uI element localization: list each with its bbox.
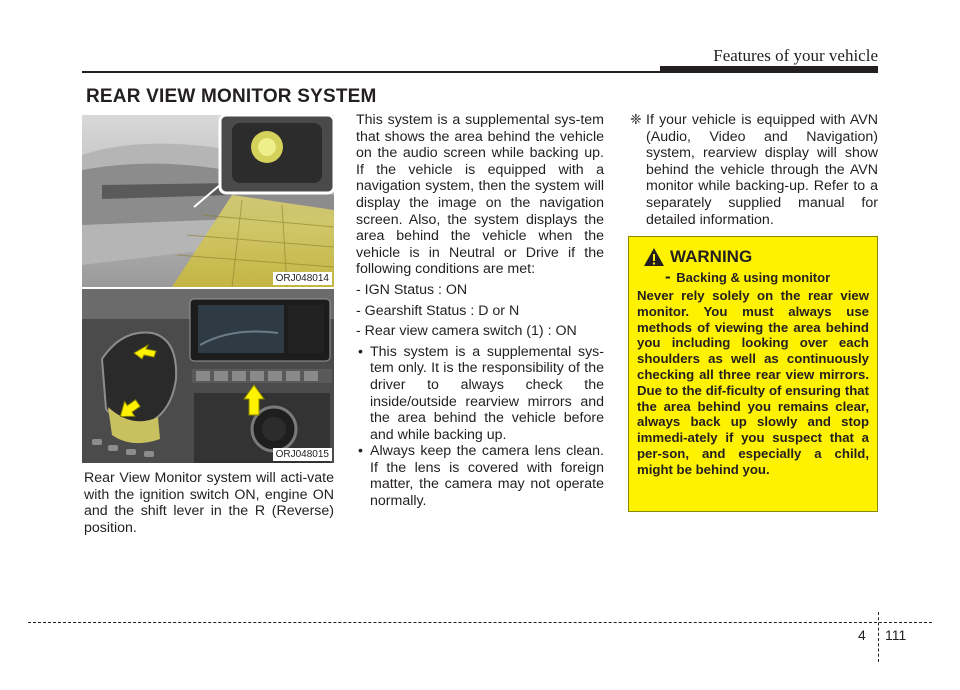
- system-description-column: [356, 112, 604, 510]
- page-number: 111: [885, 627, 907, 643]
- chapter-number: 4: [858, 627, 866, 643]
- figure-label: ORJ048014: [273, 272, 332, 285]
- warning-header: [643, 247, 752, 267]
- figure-label: ORJ048015: [273, 448, 332, 461]
- header-title: Features of your vehicle: [713, 46, 878, 65]
- condition-gearshift: - Gearshift Status : D or N: [356, 302, 520, 319]
- figure-console: [82, 289, 334, 463]
- header-bar: [660, 66, 878, 73]
- avn-note: [630, 112, 878, 228]
- condition-camera-switch: - Rear view camera switch (1) : ON: [356, 323, 577, 340]
- bullet-supplemental: • This system is a supplemental sys-tem only. It is the responsibility of the driver to always check the inside/outside rearview mirrors and the area behind the vehicle before and while backing up.: [356, 344, 604, 444]
- warning-subtitle: [665, 267, 830, 287]
- console-illustration: [82, 289, 334, 463]
- warning-body: Never rely solely on the rear view monitor. You must always use methods of viewing the area behind you including looking over each shoulders as well as continuously checking all three rear view mirrors. Due to the dif-ficulty of ensuring that the area behind you remains clear, always back up slowly and stop immedi-ately if you suspect that a per-son, and especially a child, might be behind you.: [637, 288, 869, 477]
- warning-box: [628, 236, 878, 512]
- section-title: REAR VIEW MONITOR SYSTEM: [86, 86, 377, 107]
- bullet-list: [356, 344, 604, 510]
- note-block: [630, 112, 878, 228]
- warning-subtitle-text: Backing & using monitor: [676, 270, 831, 285]
- bullet-camera-lens: • Always keep the camera lens clean. If the lens is covered with foreign matter, the camera may not operate normally.: [356, 443, 604, 509]
- activation-paragraph: Rear View Monitor system will acti-vate with the ignition switch ON, engine ON and the shift lever in the R (Reverse) position.: [84, 470, 334, 536]
- warning-title: WARNING: [670, 247, 753, 266]
- note-mark: ❈: [630, 112, 642, 128]
- rear-camera-illustration: [82, 115, 334, 287]
- note-text: If your vehicle is equipped with AVN (Audio, Video and Navigation) system, rearview display will show behind the vehicle through the AVN monitor while backing-up. Refer to a separately supplied manual for detailed information.: [646, 112, 878, 228]
- figure-rear-camera: [82, 115, 334, 287]
- condition-ign: - IGN Status : ON: [356, 281, 468, 298]
- footer-rule: [28, 622, 932, 623]
- warning-dash: -: [665, 267, 671, 286]
- intro-paragraph: This system is a supplemental sys-tem that shows the area behind the vehicle on the audio screen while backing up. If the vehicle is equipped with a navigation system, then the system will display the image on the navigation screen. Also, the system displays the area behind the vehicle when the vehicle is in Neutral or Drive if the following conditions are met:: [356, 112, 604, 278]
- footer-divider: [878, 612, 879, 662]
- warning-triangle-icon: [643, 247, 665, 267]
